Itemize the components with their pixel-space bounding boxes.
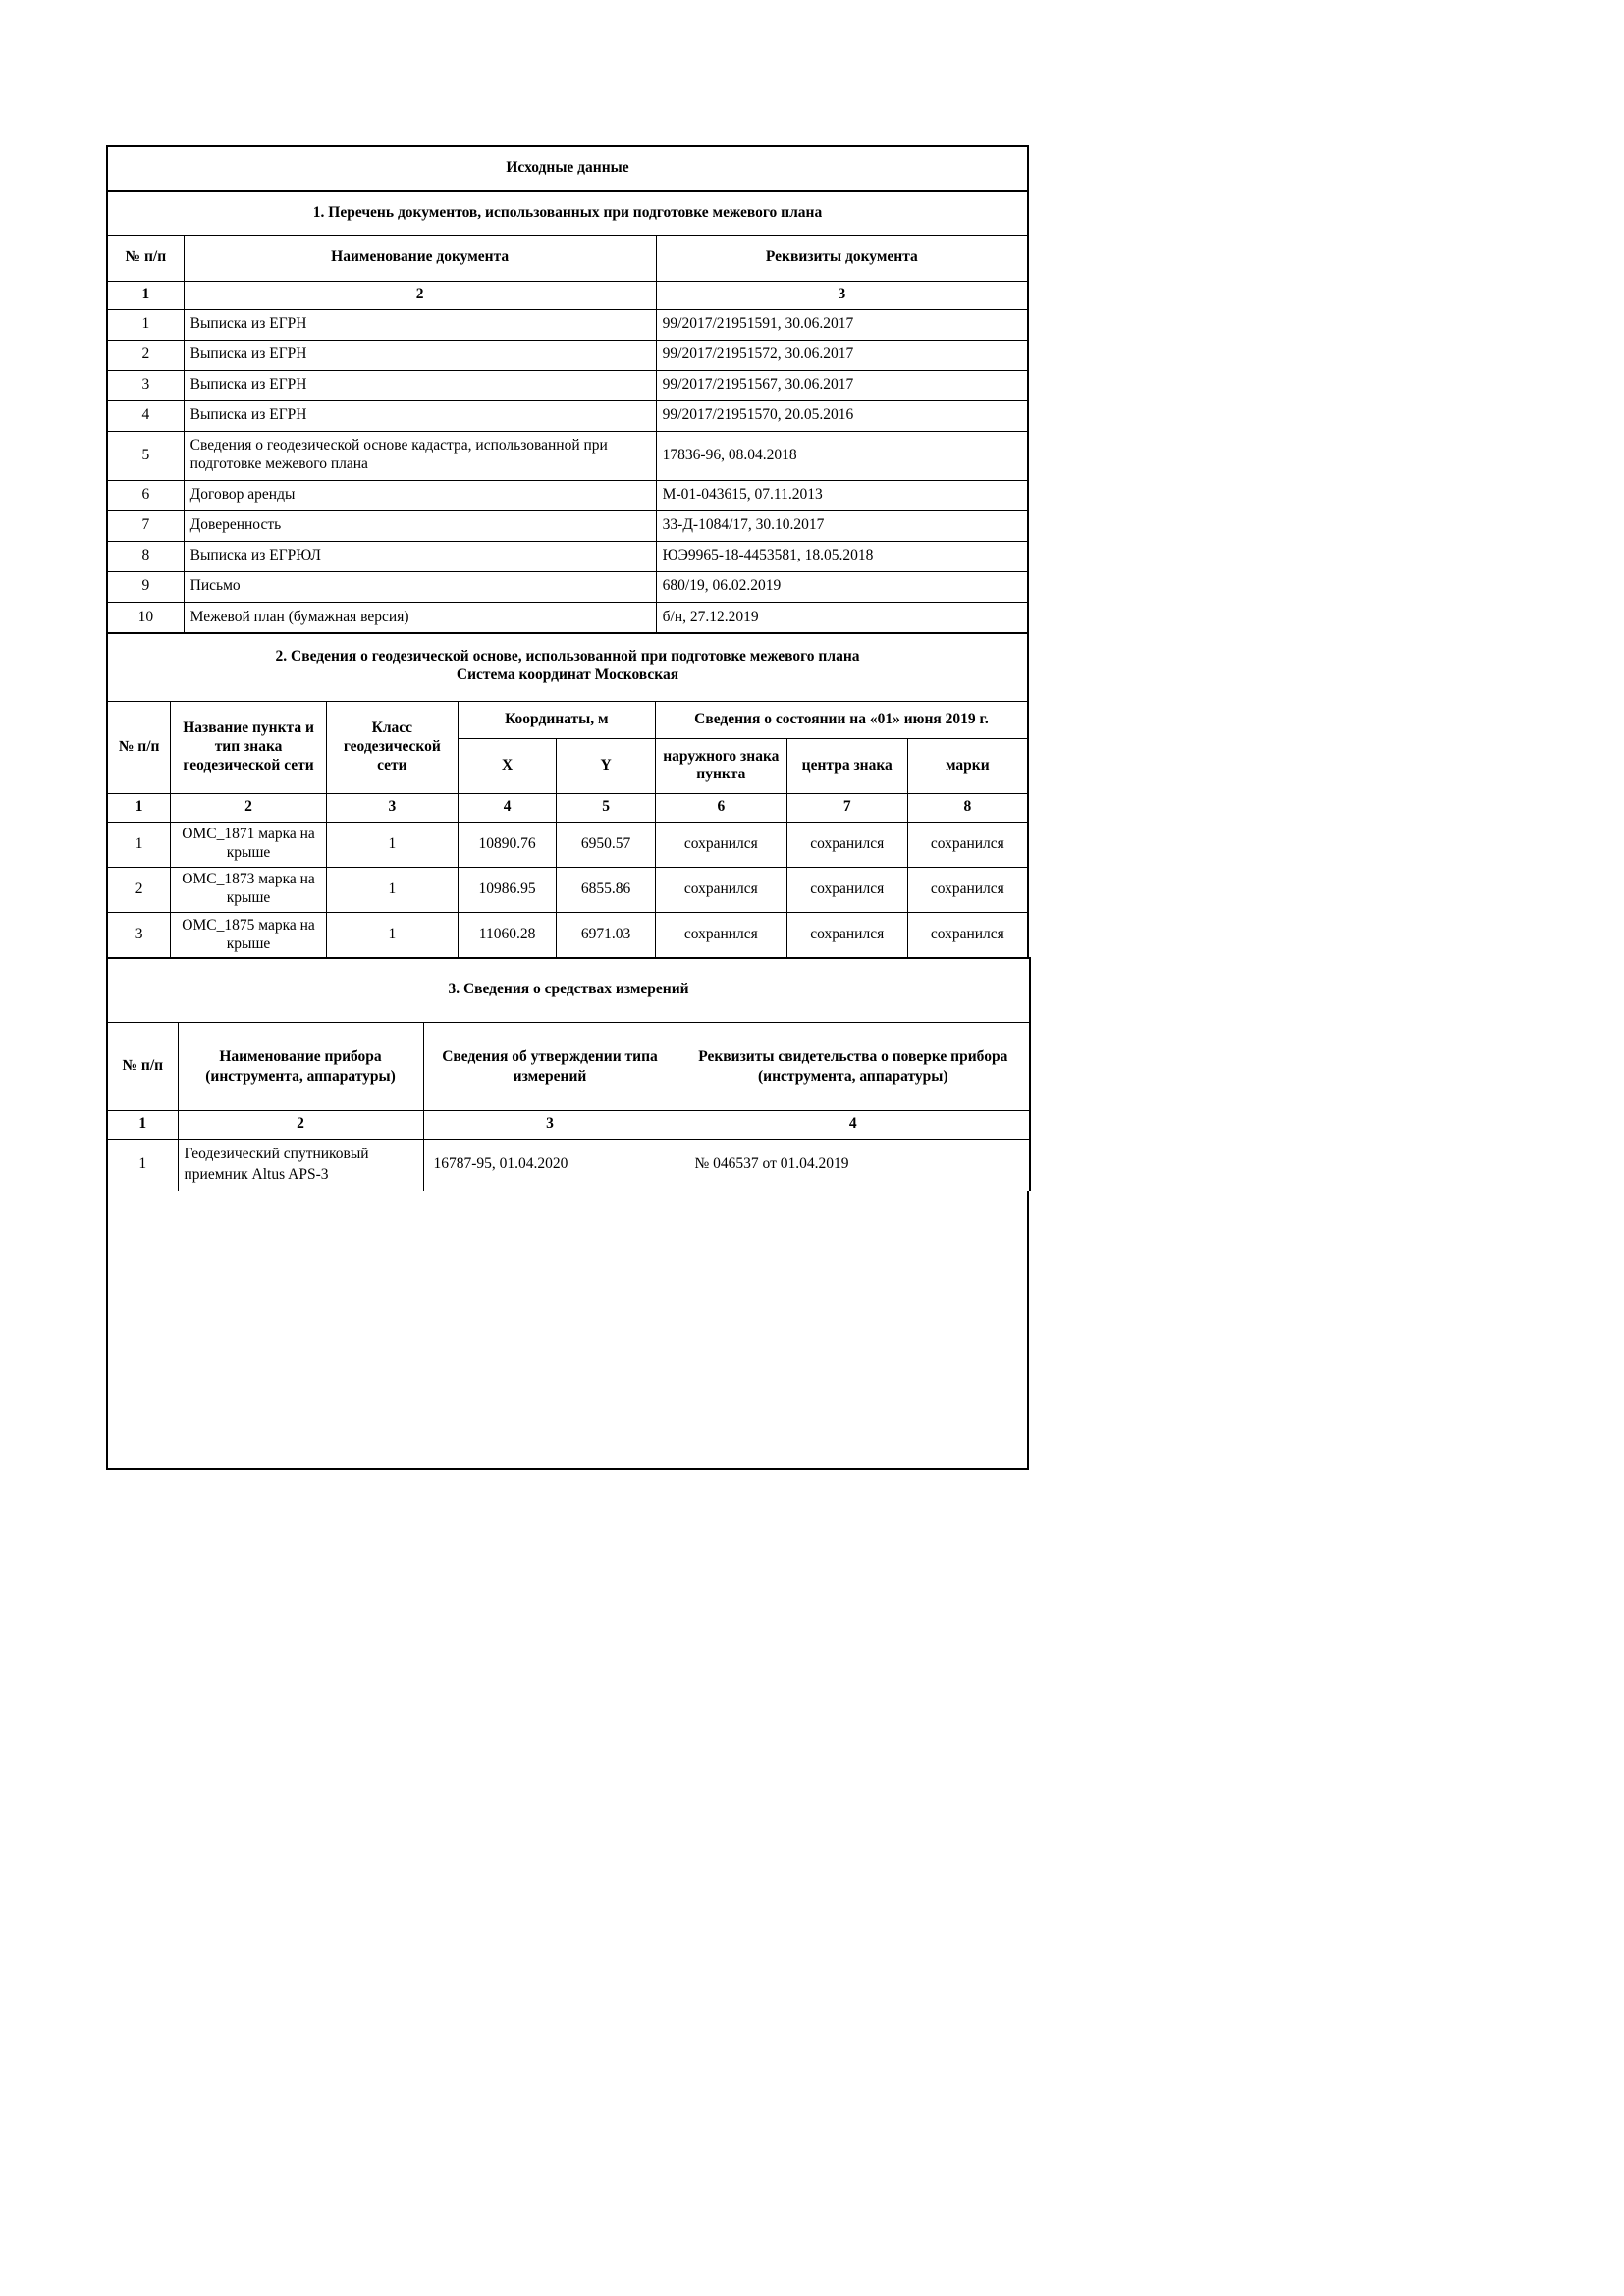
document-requisites: ЮЭ9965-18-4453581, 18.05.2018 xyxy=(656,541,1028,571)
section-1-heading-row xyxy=(107,191,1028,235)
sign-center-state: сохранился xyxy=(786,867,907,912)
outer-sign-state: сохранился xyxy=(655,867,786,912)
table-row xyxy=(107,571,1028,602)
document-requisites: 99/2017/21951567, 30.06.2017 xyxy=(656,370,1028,400)
section-2-table xyxy=(106,632,1029,957)
coord-y: 6855.86 xyxy=(557,867,656,912)
document-name: Выписка из ЕГРН xyxy=(184,400,656,431)
sign-center-state: сохранился xyxy=(786,912,907,957)
document-name: Выписка из ЕГРН xyxy=(184,340,656,370)
sign-center-state: сохранился xyxy=(786,822,907,867)
table-row xyxy=(107,370,1028,400)
row-number: 3 xyxy=(107,370,184,400)
row-number: 4 xyxy=(107,400,184,431)
column-number: 2 xyxy=(171,793,327,822)
document-requisites: 33-Д-1084/17, 30.10.2017 xyxy=(656,510,1028,541)
section-3-heading-row xyxy=(107,958,1030,1022)
table-row xyxy=(107,431,1028,480)
column-header-coord-x: X xyxy=(458,738,557,793)
document-name: Договор аренды xyxy=(184,480,656,510)
point-name: ОМС_1873 марка на крыше xyxy=(171,867,327,912)
table-row xyxy=(107,480,1028,510)
table-row xyxy=(107,340,1028,370)
table-row xyxy=(107,510,1028,541)
row-number: 2 xyxy=(107,340,184,370)
section-3-table xyxy=(106,957,1031,1190)
document-title-block xyxy=(106,145,1029,190)
table-row xyxy=(107,822,1028,867)
row-number: 5 xyxy=(107,431,184,480)
row-number: 3 xyxy=(107,912,171,957)
outer-sign-state: сохранился xyxy=(655,822,786,867)
network-class: 1 xyxy=(326,822,458,867)
row-number: 8 xyxy=(107,541,184,571)
section-3-header-row xyxy=(107,1023,1030,1111)
document-requisites: 17836-96, 08.04.2018 xyxy=(656,431,1028,480)
column-number: 3 xyxy=(423,1111,677,1140)
section-3-heading: 3. Сведения о средствах измерений xyxy=(107,958,1030,1022)
column-number: 3 xyxy=(326,793,458,822)
point-name: ОМС_1875 марка на крыше xyxy=(171,912,327,957)
document-name: Межевой план (бумажная версия) xyxy=(184,602,656,632)
column-number: 2 xyxy=(184,281,656,309)
coord-y: 6971.03 xyxy=(557,912,656,957)
table-row xyxy=(107,602,1028,632)
document-requisites: 680/19, 06.02.2019 xyxy=(656,571,1028,602)
table-row xyxy=(107,867,1028,912)
mark-state: сохранился xyxy=(907,912,1028,957)
row-number: 10 xyxy=(107,602,184,632)
coord-x: 11060.28 xyxy=(458,912,557,957)
section-2-heading xyxy=(107,633,1028,701)
network-class: 1 xyxy=(326,867,458,912)
column-number: 6 xyxy=(655,793,786,822)
section-2-heading-line-2: Система координат Московская xyxy=(456,667,679,684)
document-requisites: б/н, 27.12.2019 xyxy=(656,602,1028,632)
column-header-no: № п/п xyxy=(107,1023,178,1111)
document-name: Письмо xyxy=(184,571,656,602)
title-row xyxy=(107,146,1028,190)
document-requisites: 99/2017/21951591, 30.06.2017 xyxy=(656,309,1028,340)
column-header-coord-y: Y xyxy=(557,738,656,793)
row-number: 6 xyxy=(107,480,184,510)
row-number: 2 xyxy=(107,867,171,912)
table-row xyxy=(107,912,1028,957)
row-number: 1 xyxy=(107,822,171,867)
document-requisites: М-01-043615, 07.11.2013 xyxy=(656,480,1028,510)
coord-y: 6950.57 xyxy=(557,822,656,867)
section-2-header-row-1 xyxy=(107,702,1028,739)
column-number: 1 xyxy=(107,793,171,822)
column-header-calibration: Реквизиты свидетельства о поверке прибора (инструмента, аппаратуры) xyxy=(677,1023,1030,1111)
document-name: Доверенность xyxy=(184,510,656,541)
column-number: 2 xyxy=(178,1111,423,1140)
column-header-type-approval: Сведения об утверждении типа измерений xyxy=(423,1023,677,1111)
column-header-outer-sign: наружного знака пункта xyxy=(655,738,786,793)
column-header-point-name: Название пункта и тип знака геодезической сети xyxy=(171,702,327,794)
document-requisites: 99/2017/21951572, 30.06.2017 xyxy=(656,340,1028,370)
section-1-table xyxy=(106,190,1029,632)
section-1-heading: 1. Перечень документов, использованных при подготовке межевого плана xyxy=(107,191,1028,235)
section-1-column-number-row xyxy=(107,281,1028,309)
mark-state: сохранился xyxy=(907,867,1028,912)
column-header-device-name: Наименование прибора (инструмента, аппаратуры) xyxy=(178,1023,423,1111)
section-3-column-number-row xyxy=(107,1111,1030,1140)
document-name: Сведения о геодезической основе кадастра, использованной при подготовке межевого плана xyxy=(184,431,656,480)
column-header-document-name: Наименование документа xyxy=(184,235,656,281)
table-row xyxy=(107,309,1028,340)
column-header-no: № п/п xyxy=(107,702,171,794)
column-number: 7 xyxy=(786,793,907,822)
document-requisites: 99/2017/21951570, 20.05.2016 xyxy=(656,400,1028,431)
point-name: ОМС_1871 марка на крыше xyxy=(171,822,327,867)
column-number: 3 xyxy=(656,281,1028,309)
document-page xyxy=(106,145,1029,1470)
row-number: 7 xyxy=(107,510,184,541)
document-name: Выписка из ЕГРН xyxy=(184,370,656,400)
column-number: 4 xyxy=(677,1111,1030,1140)
column-number: 1 xyxy=(107,1111,178,1140)
table-row xyxy=(107,400,1028,431)
section-1-header-row xyxy=(107,235,1028,281)
calibration-requisites: № 046537 от 01.04.2019 xyxy=(677,1140,1030,1191)
column-header-coordinates: Координаты, м xyxy=(458,702,655,739)
network-class: 1 xyxy=(326,912,458,957)
type-approval: 16787-95, 01.04.2020 xyxy=(423,1140,677,1191)
column-header-sign-center: центра знака xyxy=(786,738,907,793)
section-2-column-number-row xyxy=(107,793,1028,822)
page-title: Исходные данные xyxy=(506,159,629,176)
column-header-mark: марки xyxy=(907,738,1028,793)
column-header-no: № п/п xyxy=(107,235,184,281)
document-name: Выписка из ЕГРЮЛ xyxy=(184,541,656,571)
column-header-document-requisites: Реквизиты документа xyxy=(656,235,1028,281)
row-number: 9 xyxy=(107,571,184,602)
column-number: 1 xyxy=(107,281,184,309)
column-number: 8 xyxy=(907,793,1028,822)
coord-x: 10890.76 xyxy=(458,822,557,867)
section-2-heading-row xyxy=(107,633,1028,701)
column-number: 4 xyxy=(458,793,557,822)
column-number: 5 xyxy=(557,793,656,822)
table-row xyxy=(107,541,1028,571)
section-2-heading-line-1: 2. Сведения о геодезической основе, использованной при подготовке межевого плана xyxy=(275,648,860,666)
document-name: Выписка из ЕГРН xyxy=(184,309,656,340)
row-number: 1 xyxy=(107,1140,178,1191)
mark-state: сохранился xyxy=(907,822,1028,867)
table-row xyxy=(107,1140,1030,1191)
empty-content-block xyxy=(106,1191,1029,1470)
column-header-network-class: Класс геодезической сети xyxy=(326,702,458,794)
outer-sign-state: сохранился xyxy=(655,912,786,957)
device-name: Геодезический спутниковый приемник Altus APS-3 xyxy=(178,1140,423,1191)
column-header-state-group: Сведения о состоянии на «01» июня 2019 г. xyxy=(655,702,1028,739)
row-number: 1 xyxy=(107,309,184,340)
coord-x: 10986.95 xyxy=(458,867,557,912)
